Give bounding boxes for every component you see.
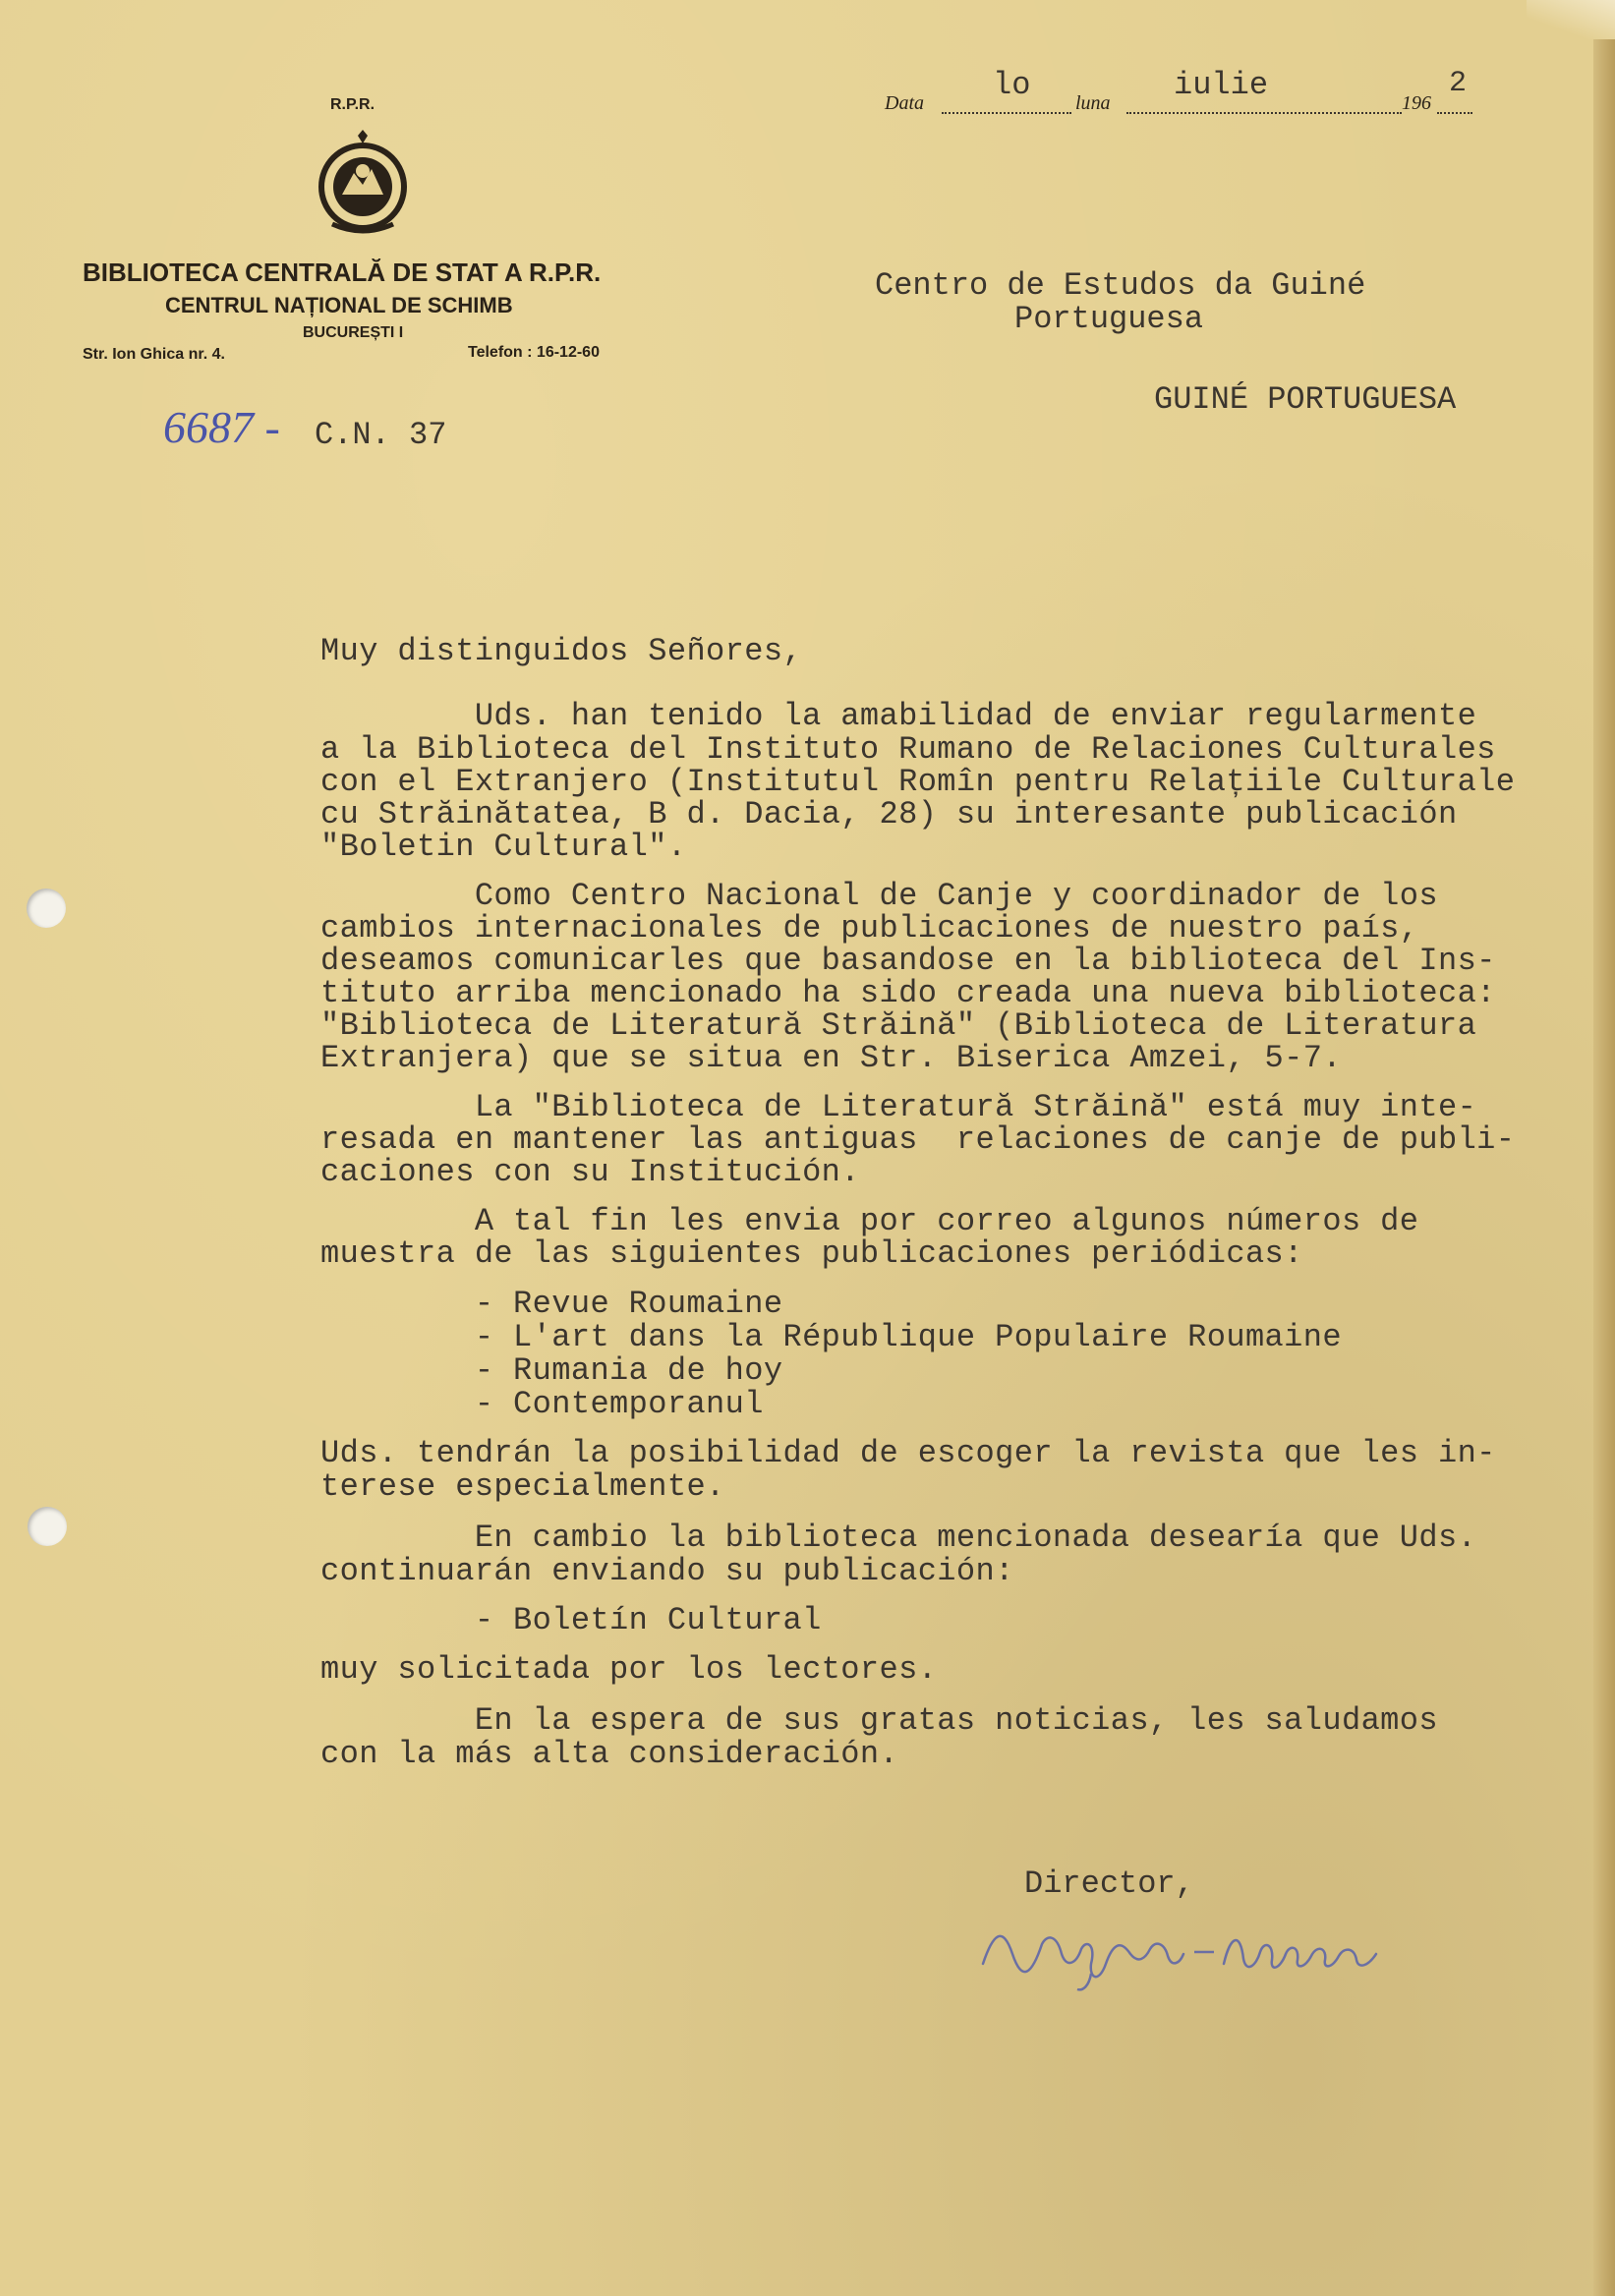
date-label: Data [885,92,924,114]
page-edge [1593,0,1615,2296]
date-year-dots [1437,112,1472,114]
body-line: Uds. han tenido la amabilidad de enviar regularmente [320,698,1477,734]
punch-hole [28,1507,67,1546]
body-line: La "Biblioteca de Literatură Străină" está muy inte- [320,1089,1477,1125]
body-line: continuarán enviando su publicación: [320,1553,1014,1589]
letterhead-address: Str. Ion Ghica nr. 4. [83,346,225,363]
recipient-line-3: GUINÉ PORTUGUESA [1154,381,1457,418]
page-corner-curl [1527,0,1615,39]
body-line: muy solicitada por los lectores. [320,1651,938,1688]
body-line: Uds. tendrán la posibilidad de escoger la revista que les in- [320,1435,1496,1471]
closing-line: con la más alta consideración. [320,1736,899,1772]
body-line: En cambio la biblioteca mencionada desearía que Uds. [320,1520,1477,1556]
body-line: "Boletin Cultural". [320,829,687,865]
year-prefix: 196 [1402,92,1431,114]
body-line: Extranjera) que se situa en Str. Biserica Amzei, 5-7. [320,1040,1342,1076]
letterhead-institution: BIBLIOTECA CENTRALĂ DE STAT A R.P.R. [83,258,602,287]
month-label: luna [1075,92,1111,114]
body-line: "Biblioteca de Literatură Străină" (Biblioteca de Literatura [320,1007,1477,1044]
body-line: A tal fin les envia por correo algunos números de [320,1203,1419,1239]
body-line: tituto arriba mencionado ha sido creada una nueva biblioteca: [320,975,1496,1011]
salutation: Muy distinguidos Señores, [320,633,803,669]
recipient-line-2: Portuguesa [1014,301,1204,337]
recipient-line-1: Centro de Estudos da Guiné [875,267,1366,304]
reference-number: C.N. 37 [315,417,447,453]
body-line: resada en mantener las antiguas relaciones de canje de publi- [320,1121,1516,1158]
coat-of-arms-emblem [313,130,413,238]
body-line: a la Biblioteca del Instituto Rumano de Relaciones Culturales [320,731,1496,768]
date-month: iulie [1174,67,1269,103]
body-line: deseamos comunicarles que basandose en la biblioteca del Ins- [320,943,1496,979]
date-day-dots [942,112,1071,114]
letterhead-phone: Telefon : 16-12-60 [468,344,600,361]
handwritten-reference: 6687 - [163,402,280,452]
publication-list-item: - Contemporanul [320,1386,764,1422]
date-year-digit: 2 [1449,67,1468,100]
body-line: muestra de las siguientes publicaciones periódicas: [320,1235,1303,1272]
publication-list-item: - Rumania de hoy [320,1352,783,1389]
body-line: cu Străinătatea, B d. Dacia, 28) su interesante publicación [320,796,1458,832]
body-line: caciones con su Institución. [320,1154,860,1190]
signature-title: Director, [1024,1866,1194,1902]
letterhead-country: R.P.R. [330,96,375,113]
handwritten-signature [973,1905,1406,1993]
publication-list-item: - Revue Roumaine [320,1286,783,1322]
body-line: con el Extranjero (Institutul Romîn pentru Relațiile Culturale [320,764,1516,800]
punch-hole [27,889,66,928]
date-month-dots [1126,112,1402,114]
publication-list-item: - Boletín Cultural [320,1602,822,1638]
body-line: terese especialmente. [320,1468,725,1505]
body-line: Como Centro Nacional de Canje y coordinador de los [320,878,1438,914]
closing-line: En la espera de sus gratas noticias, les saludamos [320,1702,1438,1739]
publication-list-item: - L'art dans la République Populaire Roumaine [320,1319,1342,1355]
body-line: cambios internacionales de publicaciones de nuestro país, [320,910,1419,947]
date-day: lo [993,67,1031,103]
letterhead-department: CENTRUL NAȚIONAL DE SCHIMB [165,293,513,317]
letterhead-city: BUCUREȘTI I [303,324,404,341]
